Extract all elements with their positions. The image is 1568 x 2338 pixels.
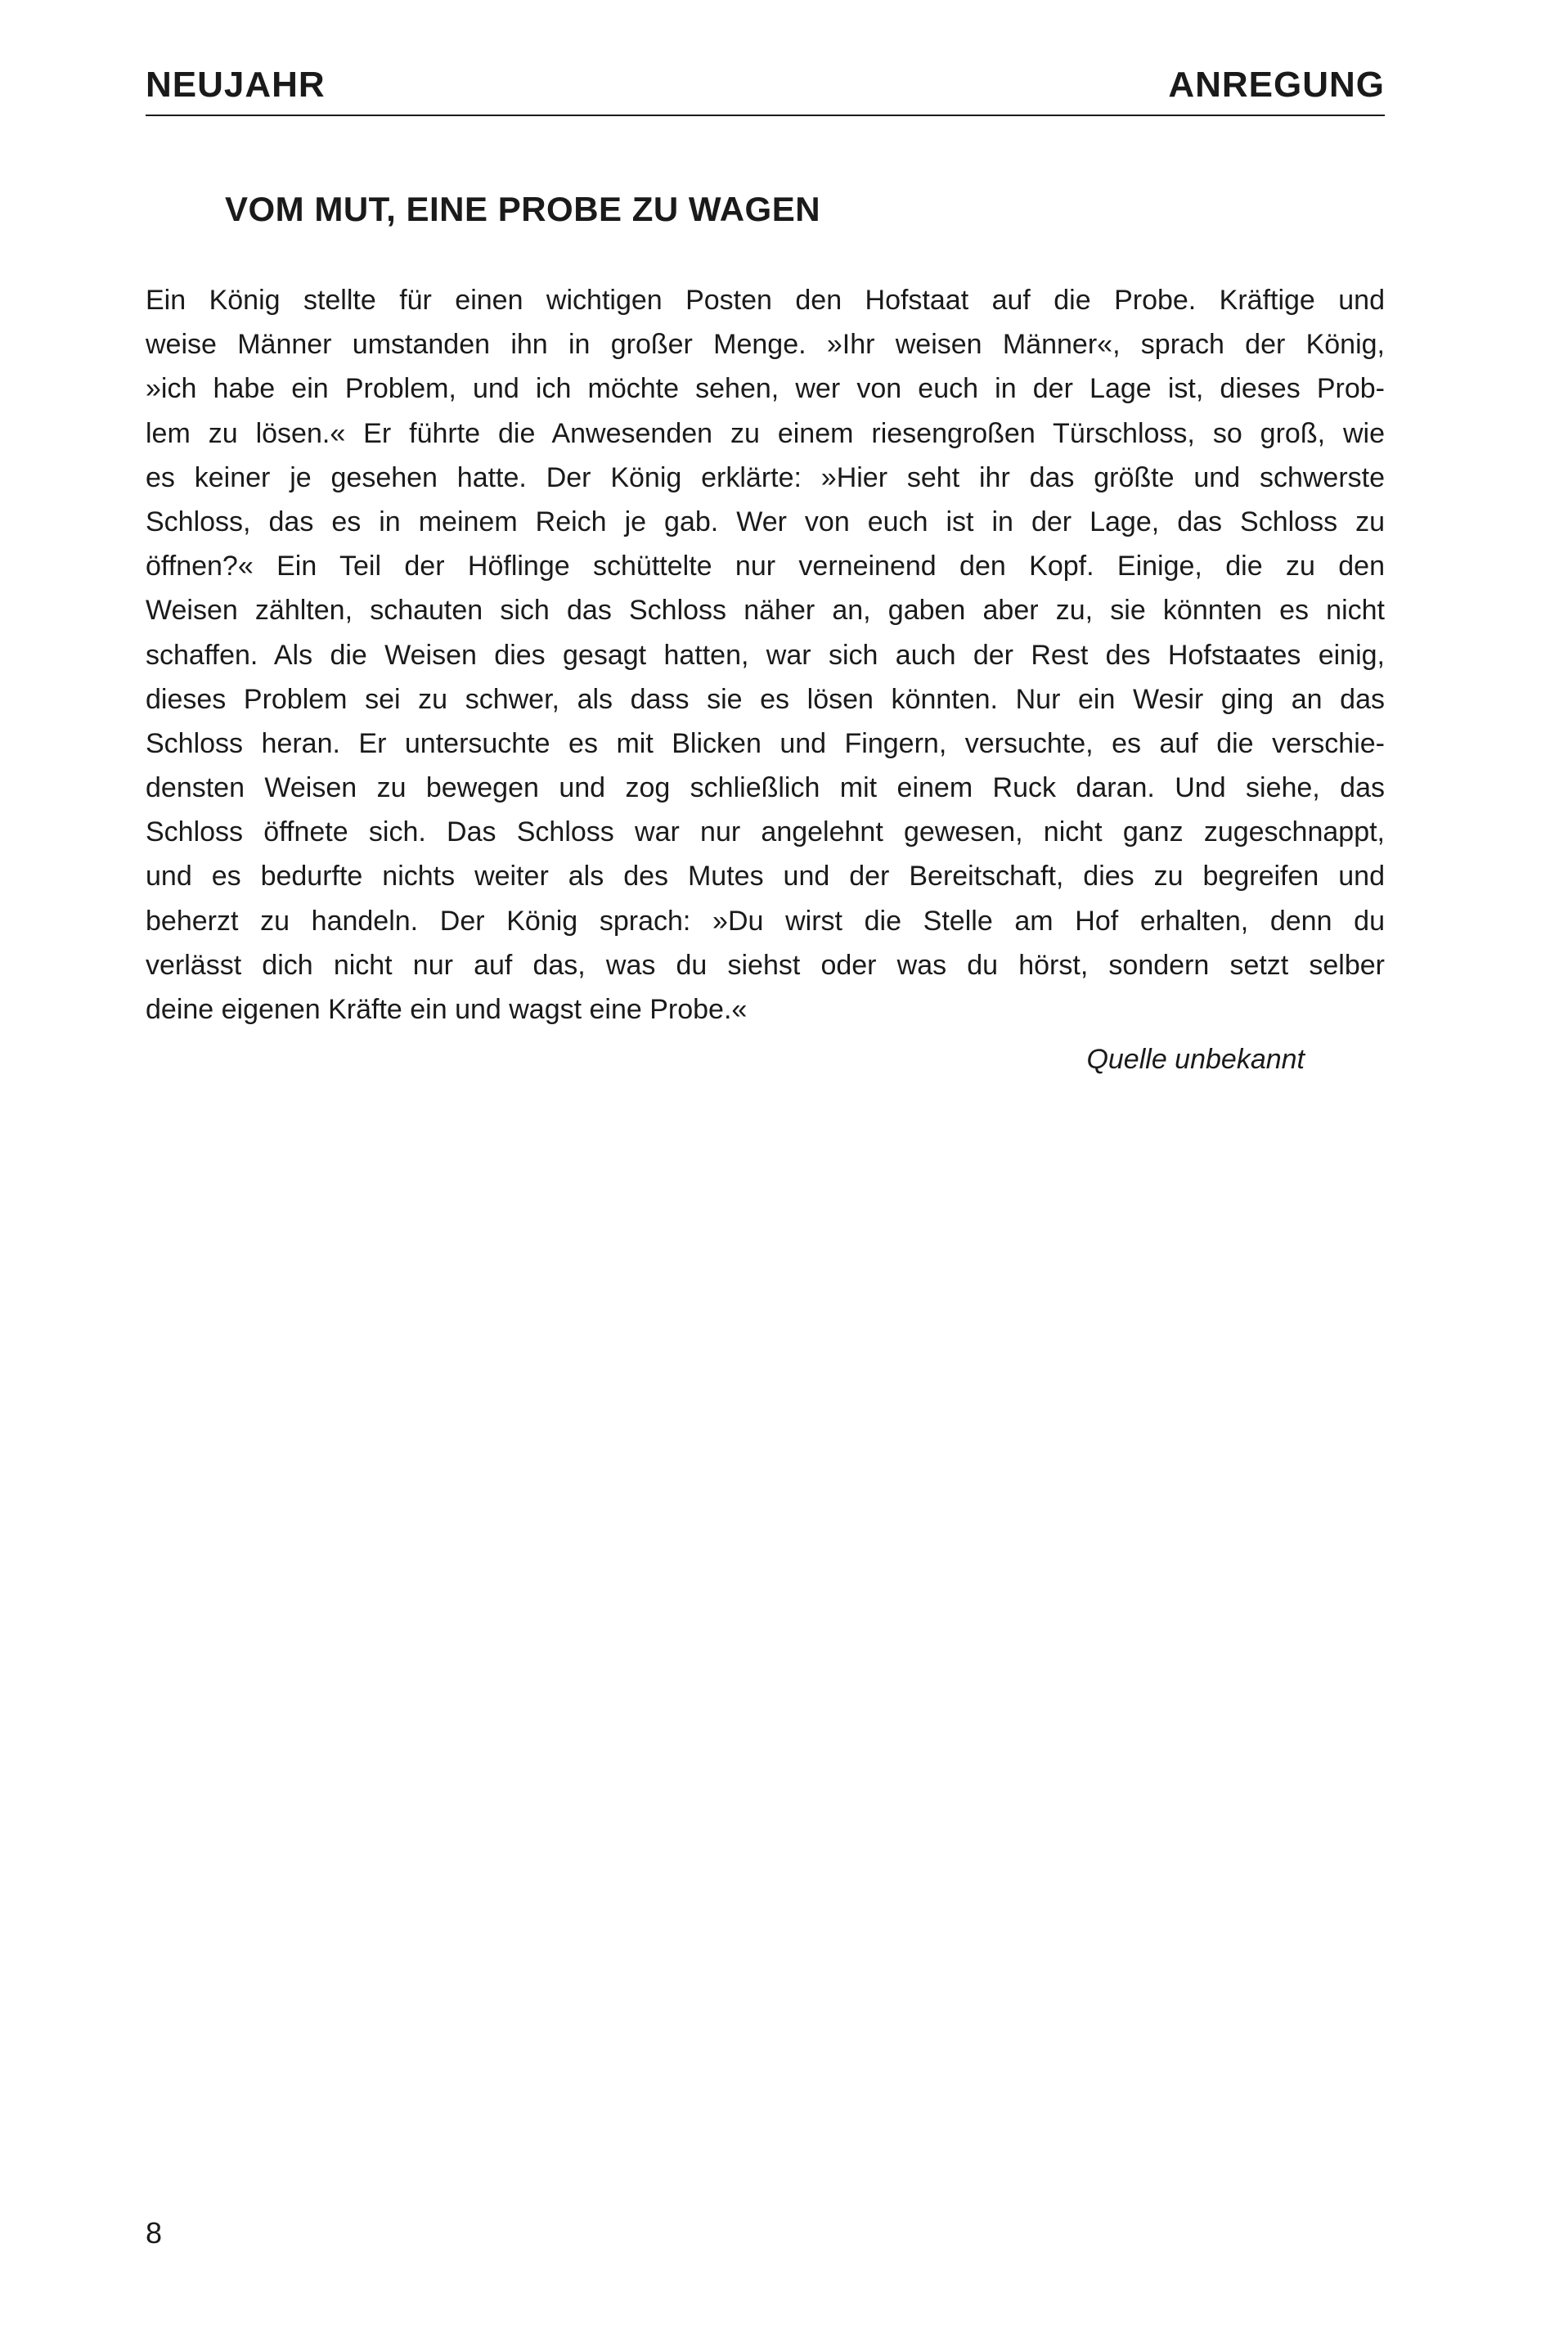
body-line: und es bedurfte nichts weiter als des Mutes und der Bereitschaft, dies zu begreifen und bbox=[146, 861, 1385, 892]
body-line: Schloss, das es in meinem Reich je gab. Wer von euch ist in der Lage, das Schloss zu bbox=[146, 506, 1385, 537]
body-line: deine eigenen Kräfte ein und wagst eine Probe.« bbox=[146, 994, 748, 1025]
body-line: Schloss heran. Er untersuchte es mit Blicken und Fingern, versuchte, es auf die verschie- bbox=[146, 727, 1385, 759]
source-attribution: Quelle unbekannt bbox=[1086, 1044, 1305, 1075]
body-line: lem zu lösen.« Er führte die Anwesenden zu einem riesengroßen Türschloss, so groß, wie bbox=[146, 417, 1385, 449]
body-line: densten Weisen zu bewegen und zog schließlich mit einem Ruck daran. Und siehe, das bbox=[146, 772, 1385, 804]
body-line: »ich habe ein Problem, und ich möchte sehen, wer von euch in der Lage ist, dieses Prob- bbox=[146, 373, 1385, 405]
body-line: dieses Problem sei zu schwer, als dass sie es lösen könnten. Nur ein Wesir ging an das bbox=[146, 683, 1385, 715]
story-body bbox=[146, 278, 1385, 1032]
body-line: es keiner je gesehen hatte. Der König erklärte: »Hier seht ihr das größte und schwerste bbox=[146, 461, 1385, 493]
body-line: Schloss öffnete sich. Das Schloss war nur angelehnt gewesen, nicht ganz zugeschnappt, bbox=[146, 816, 1385, 848]
body-line: weise Männer umstanden ihn in großer Menge. »Ihr weisen Männer«, sprach der König, bbox=[146, 329, 1385, 361]
header-section-label: NEUJAHR bbox=[146, 65, 326, 105]
header-category-label: ANREGUNG bbox=[1168, 65, 1385, 105]
story-title: VOM MUT, EINE PROBE ZU WAGEN bbox=[225, 190, 821, 228]
body-line: verlässt dich nicht nur auf das, was du siehst oder was du hörst, sondern setzt selber bbox=[146, 949, 1385, 981]
page-number: 8 bbox=[146, 2216, 163, 2250]
body-line: öffnen?« Ein Teil der Höflinge schüttelte nur verneinend den Kopf. Einige, die zu den bbox=[146, 551, 1385, 582]
running-header bbox=[146, 57, 1385, 116]
body-line: beherzt zu handeln. Der König sprach: »Du wirst die Stelle am Hof erhalten, denn du bbox=[146, 905, 1385, 937]
body-line: Ein König stellte für einen wichtigen Posten den Hofstaat auf die Probe. Kräftige und bbox=[146, 285, 1385, 316]
body-line: Weisen zählten, schauten sich das Schloss näher an, gaben aber zu, sie könnten es nicht bbox=[146, 595, 1385, 627]
body-line: schaffen. Als die Weisen dies gesagt hatten, war sich auch der Rest des Hofstaates einig, bbox=[146, 639, 1385, 671]
